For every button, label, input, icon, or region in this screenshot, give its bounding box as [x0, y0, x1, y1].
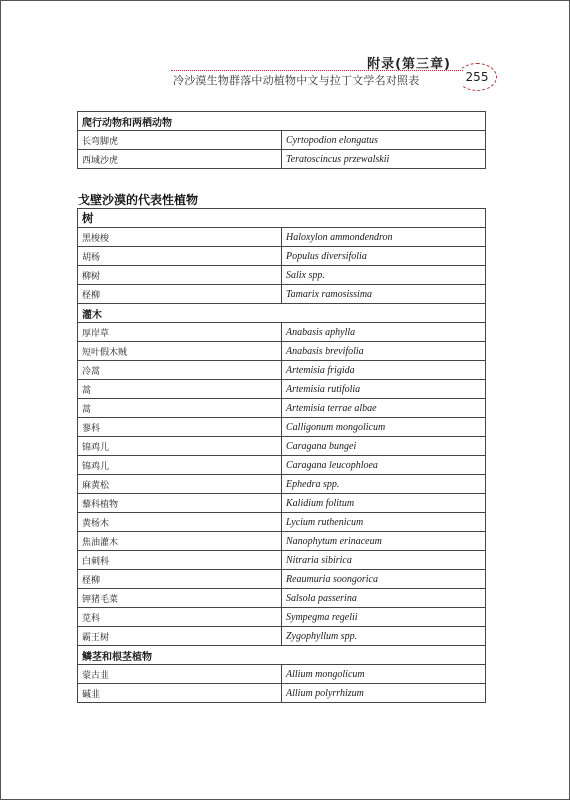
latin-name: Tamarix ramosissima — [282, 285, 486, 304]
chinese-name: 焦油灌木 — [78, 532, 282, 551]
latin-name: Allium polyrrhizum — [282, 684, 486, 703]
latin-name: Caragana leucophloea — [282, 456, 486, 475]
latin-name: Artemisia rutifolia — [282, 380, 486, 399]
table-row — [78, 418, 486, 437]
latin-name: Zygophyllum spp. — [282, 627, 486, 646]
chinese-name: 黄杨木 — [78, 513, 282, 532]
chinese-name: 厚岸草 — [78, 323, 282, 342]
chinese-name: 柳树 — [78, 266, 282, 285]
latin-name: Populus diversifolia — [282, 247, 486, 266]
latin-name: Caragana bungei — [282, 437, 486, 456]
latin-name: Calligonum mongolicum — [282, 418, 486, 437]
table-row — [78, 627, 486, 646]
chinese-name: 碱韭 — [78, 684, 282, 703]
latin-name: Reaumuria soongorica — [282, 570, 486, 589]
latin-name: Teratoscincus przewalskii — [282, 150, 486, 169]
chinese-name: 白刺科 — [78, 551, 282, 570]
header-dotted-rule — [171, 70, 463, 71]
table-row — [78, 608, 486, 627]
latin-name: Nitraria sibirica — [282, 551, 486, 570]
latin-name: Cyrtopodion elongatus — [282, 131, 486, 150]
section-title: 戈壁沙漠的代表性植物 — [78, 193, 199, 207]
table-row — [78, 342, 486, 361]
latin-name: Lycium ruthenicum — [282, 513, 486, 532]
table-row — [78, 684, 486, 703]
table-row — [78, 513, 486, 532]
table-row — [78, 323, 486, 342]
table-row — [78, 437, 486, 456]
chinese-name: 柽柳 — [78, 285, 282, 304]
chinese-name: 锦鸡儿 — [78, 437, 282, 456]
chinese-name: 蒿 — [78, 380, 282, 399]
chinese-name: 长弯脚虎 — [78, 131, 282, 150]
chinese-name: 胡杨 — [78, 247, 282, 266]
latin-name: Ephedra spp. — [282, 475, 486, 494]
table-row — [78, 475, 486, 494]
chinese-name: 柽柳 — [78, 570, 282, 589]
table-row — [78, 247, 486, 266]
category-label: 爬行动物和两栖动物 — [78, 112, 486, 131]
latin-name: Allium mongolicum — [282, 665, 486, 684]
category-row — [78, 646, 486, 665]
chinese-name: 蓼科 — [78, 418, 282, 437]
latin-name: Anabasis aphylla — [282, 323, 486, 342]
table-row — [78, 589, 486, 608]
plants-table — [77, 208, 486, 703]
chinese-name: 藜科植物 — [78, 494, 282, 513]
chinese-name: 冷蒿 — [78, 361, 282, 380]
table-row — [78, 285, 486, 304]
category-label: 鳞茎和根茎植物 — [78, 646, 486, 665]
category-row — [78, 112, 486, 131]
latin-name: Nanophytum erinaceum — [282, 532, 486, 551]
chinese-name: 麻黄松 — [78, 475, 282, 494]
table-row — [78, 399, 486, 418]
latin-name: Anabasis brevifolia — [282, 342, 486, 361]
running-header-subtitle: 冷沙漠生物群落中动植物中文与拉丁文学名对照表 — [173, 74, 420, 87]
chinese-name: 黑梭梭 — [78, 228, 282, 247]
table-row — [78, 361, 486, 380]
category-row — [78, 209, 486, 228]
running-header-chapter: 附录(第三章) — [367, 57, 451, 72]
latin-name: Haloxylon ammondendron — [282, 228, 486, 247]
table-row — [78, 665, 486, 684]
category-row — [78, 304, 486, 323]
table-row — [78, 150, 486, 169]
latin-name: Salix spp. — [282, 266, 486, 285]
page-number: 255 — [457, 63, 497, 91]
table-row — [78, 570, 486, 589]
reptiles-table — [77, 111, 486, 169]
chinese-name: 锦鸡儿 — [78, 456, 282, 475]
latin-name: Artemisia frigida — [282, 361, 486, 380]
table-row — [78, 551, 486, 570]
latin-name: Sympegma regelii — [282, 608, 486, 627]
chinese-name: 西域沙虎 — [78, 150, 282, 169]
table-row — [78, 131, 486, 150]
table-row — [78, 266, 486, 285]
latin-name: Artemisia terrae albae — [282, 399, 486, 418]
chinese-name: 钾猪毛菜 — [78, 589, 282, 608]
table-row — [78, 380, 486, 399]
table-row — [78, 494, 486, 513]
latin-name: Kalidium folitum — [282, 494, 486, 513]
category-label: 灌木 — [78, 304, 486, 323]
chinese-name: 蒙古韭 — [78, 665, 282, 684]
chinese-name: 苋科 — [78, 608, 282, 627]
chinese-name: 蒿 — [78, 399, 282, 418]
chinese-name: 短叶假木贼 — [78, 342, 282, 361]
table-row — [78, 228, 486, 247]
table-row — [78, 532, 486, 551]
table-row — [78, 456, 486, 475]
chinese-name: 霸王树 — [78, 627, 282, 646]
latin-name: Salsola passerina — [282, 589, 486, 608]
category-label: 树 — [78, 209, 486, 228]
